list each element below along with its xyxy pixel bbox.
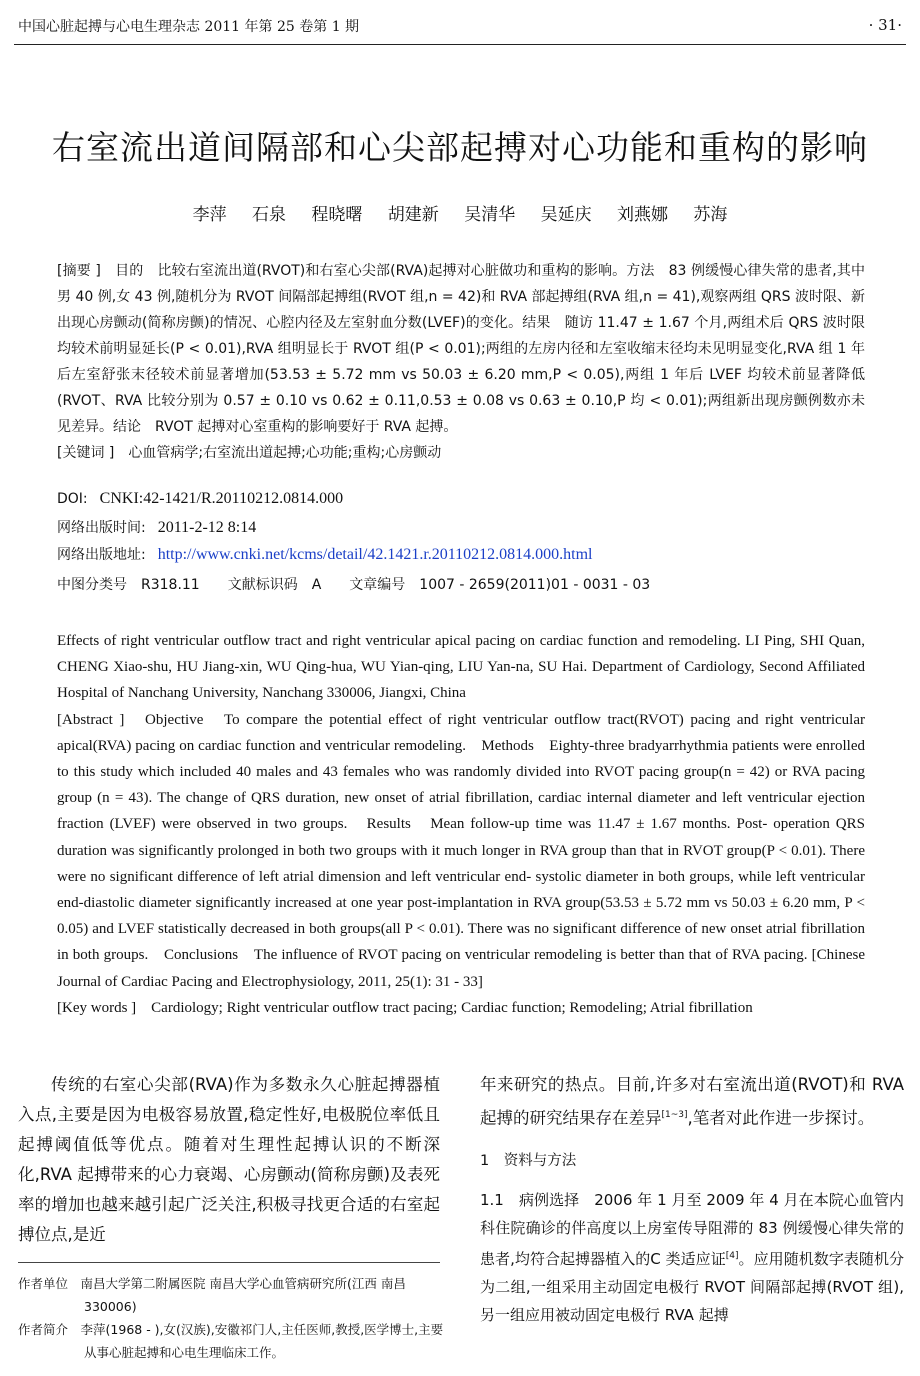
citation-ref: [1~3] xyxy=(661,1110,688,1120)
author-bio-text: 李萍(1968 - ),女(汉族),安徽祁门人,主任医师,教授,医学博士,主要从事心脏起搏和心电生理临床工作。 xyxy=(80,1322,444,1360)
intro-continued: 年来研究的热点。目前,许多对右室流出道(RVOT)和 RVA 起搏的研究结果存在差异 xyxy=(480,1075,904,1128)
footnote xyxy=(18,1272,444,1364)
running-head-journal: 中国心脏起搏与心电生理杂志 2011 年第 25 卷第 1 期 xyxy=(18,19,360,35)
body-left-column xyxy=(18,1070,440,1250)
affiliation-text: 南昌大学第二附属医院 南昌大学心血管病研究所(江西 南昌 330006) xyxy=(80,1276,406,1314)
section-heading: 1 资料与方法 xyxy=(480,1152,577,1169)
author: 石泉 xyxy=(251,205,286,225)
keywords-label: [关键词 ] xyxy=(57,445,115,461)
abstract-text: 目的 比较右室流出道(RVOT)和右室心尖部(RVA)起搏对心脏做功和重构的影响。方法 83 例缓慢心律失常的患者,其中男 40 例,女 43 例,随机分为 RVOT 间隔部起搏组(RVOT 组,n = 42)和 RVA 部起搏组(RVA 组,n = 41),观察两组 QRS 波时限、新出现心房颤动(简称房颤)的情况、心腔内径及左室射血分数(LVEF)的变化。结果 随访 11.47 ± 1.67 个月,两组术后 QRS 波时限均较术前明显延长(P < 0.01),RVA 组明显长于 RVOT 组(P < 0.01);两组的左房内径和左室收缩末径均未见明显变化,RVA 组 1 年后左室舒张末径较术前显著增加(53.53 ± 5.72 mm vs 50.03 ± 6.20 mm,P < 0.05),两组 1 年后 LVEF 均较术前显著降低(RVOT、RVA 比较分别为 0.57 ± 0.10 vs 0.62 ± 0.11,0.53 ± 0.08 vs 0.63 ± 0.10,P 均 < 0.01);两组新出现房颤例数亦未见差异。结论 RVOT 起搏对心室重构的影响要好于 RVA 起搏。 xyxy=(57,263,865,435)
doi-line xyxy=(57,490,877,508)
english-abstract-label: [Abstract ] xyxy=(57,711,125,728)
author: 程晓曙 xyxy=(311,205,363,225)
author: 吴延庆 xyxy=(540,205,592,225)
doi-label: DOI: xyxy=(57,491,88,507)
page-number: · 31· xyxy=(868,16,902,34)
abstract-label: [摘要 ] xyxy=(57,263,101,279)
affiliation-label: 作者单位 xyxy=(18,1276,69,1291)
intro-continued-end: ,笔者对此作进一步探讨。 xyxy=(687,1108,875,1128)
author: 苏海 xyxy=(693,205,728,225)
pub-time-label: 网络出版时间: xyxy=(57,520,146,536)
author-bio-label: 作者简介 xyxy=(18,1322,69,1337)
header-rule xyxy=(14,44,906,45)
author: 胡建新 xyxy=(387,205,439,225)
intro-paragraph: 传统的右室心尖部(RVA)作为多数永久心脏起搏器植入点,主要是因为电极容易放置,稳定性好,电极脱位率低且起搏阈值低等优点。随着对生理性起搏认识的不断深化,RVA 起搏带来的心力衰竭、心房颤动(简称房颤)及表死率的增加也越来越引起广泛关注,积极寻找更合适的右室起搏位点,是近 xyxy=(18,1075,440,1244)
article-url-link[interactable]: http://www.cnki.net/kcms/detail/42.1421.r.20110212.0814.000.html xyxy=(157,546,593,563)
classification-line: 中图分类号 R318.11 文献标识码 A 文章编号 1007 - 2659(2011)01 - 0031 - 03 xyxy=(57,577,651,593)
author: 李萍 xyxy=(192,205,227,225)
english-abstract-text: Objective To compare the potential effect of right ventricular outflow tract(RVOT) pacing and right ventricular apical(RVA) pacing on cardiac function and ventricular remodeling. Methods Eighty-three bradyarrhythmia patients were enrolled to this study which included 40 males and 43 females who was randomly divided into RVOT pacing group(n = 42) or RVA pacing group (n = 43). The change of QRS duration, new onset of atrial fibrillation, cardiac internal diameter and left ventricular ejection fraction (LVEF) were observed in two groups. Results Mean follow-up time was 11.47 ± 1.67 months. Post- operation QRS duration was significantly prolonged in both two groups with it much longer in RVA group than that in RVOT group(P < 0.01). There were no significant difference of left atrial dimension and left ventricular end- systolic diameter in both groups, while left ventricular end-diastolic diameter significantly increased at one year post-implantation in RVA group(53.53 ± 5.72 mm vs 50.03 ± 6.20 mm, P < 0.05) and LVEF statistically decreased in both groups(all P < 0.01). There was no significant difference of new onset atrial fibrillation in both groups. Conclusions The influence of RVOT pacing on ventricular remodeling is better than that of RVA pacing. [Chinese Journal of Cardiac Pacing and Electrophysiology, 2011, 25(1): 31 - 33] xyxy=(57,711,866,990)
keywords-text: 心血管病学;右室流出道起搏;心功能;重构;心房颤动 xyxy=(128,445,442,461)
english-abstract xyxy=(57,628,865,1021)
article-title: 右室流出道间隔部和心尖部起搏对心功能和重构的影响 xyxy=(52,128,868,167)
doi-value: CNKI:42-1421/R.20110212.0814.000 xyxy=(99,490,344,507)
body-right-column xyxy=(480,1070,904,1329)
footnote-rule xyxy=(18,1262,440,1263)
url-line xyxy=(57,544,877,564)
citation-ref: [4] xyxy=(725,1250,739,1261)
subsection-text-end: 。应用随机数字表随机分为二组,一组采用主动固定电极行 RVOT 间隔部起搏(RVOT 组),另一组应用被动固定电极行 RVA 起搏 xyxy=(480,1249,904,1324)
author-list xyxy=(0,200,920,225)
url-label: 网络出版地址: xyxy=(57,547,146,563)
author: 刘燕娜 xyxy=(617,205,669,225)
chinese-abstract xyxy=(57,258,865,466)
pub-time-line xyxy=(57,517,877,537)
author: 吴清华 xyxy=(464,205,516,225)
english-keywords-text: Cardiology; Right ventricular outflow tract pacing; Cardiac function; Remodeling; Atrial fibrillation xyxy=(151,999,753,1016)
subsection-text: 1.1 病例选择 2006 年 1 月至 2009 年 4 月在本院心血管内科住院确诊的伴高度以上房室传导阻滞的 83 例缓慢心律失常的患者,均符合起搏器植入的C 类适应证 xyxy=(480,1190,904,1268)
english-keywords-label: [Key words ] xyxy=(57,999,137,1016)
english-title-authors: Effects of right ventricular outflow tract and right ventricular apical pacing on cardiac function and remodeling. LI Ping, SHI Quan, CHENG Xiao-shu, HU Jiang-xin, WU Qing-hua, WU Yian-qing, LIU Yan-na, SU Hai. Department of Cardiology, Second Affiliated Hospital of Nanchang University, Nanchang 330006, Jiangxi, China xyxy=(57,633,865,702)
pub-time-value: 2011-2-12 8:14 xyxy=(157,519,257,536)
